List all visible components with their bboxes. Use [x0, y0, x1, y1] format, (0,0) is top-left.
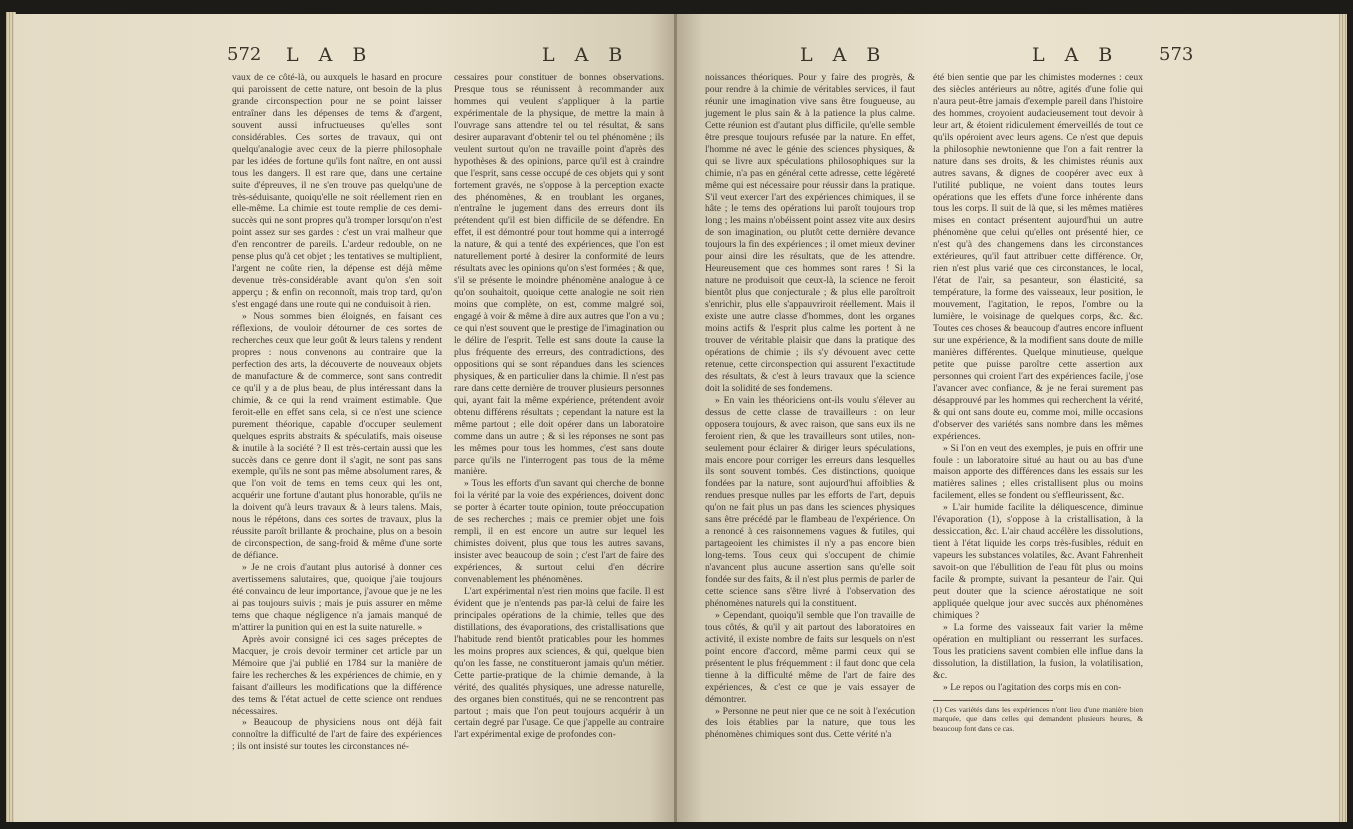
- paragraph: » Je ne crois d'autant plus autorisé à donner ces avertissemens salutaires, que, quoique j'aie toujours été convaincu de leur importance, j'avoue que je ne les ai pas toujours suivis ; mais je puis assurer en même tems que chaque négligence n'a jamais manqué de m'attirer la punition qui en est la suite naturelle. »: [232, 562, 442, 633]
- paragraph: » Le repos ou l'agitation des corps mis en con-: [943, 681, 1122, 693]
- right-page-header: [677, 44, 1339, 70]
- running-head: L A B: [286, 44, 374, 66]
- paragraph: noissances théoriques. Pour y faire des progrès, & pour rendre à la chimie de véritables services, il faut réunir une imagination vive sans être fougueuse, au jugement le plus sain & à la patience la plus calme. Cette réunion est d'autant plus difficile, qu'elle semble être presque toujours refusée par la nature. En effet, l'homme né avec le génie des sciences physiques, & qui se livre aux spéculations philosophiques sur la chimie, n'a pas en général cette adresse, cette légèreté même qui est nécessaire pour réussir dans la pratique. S'il veut exercer l'art des expériences chimiques, il se hâte ; le tems des opérations lui paroît toujours trop long ; les mains n'obéissent point assez vite aux desirs de son imagination, ou plutôt cette dernière devance toujours la fin des expériences ; il omet mieux deviner pour ainsi dire les résultats, que de les attendre. Heureusement que ces hommes sont rares ! Si la nature ne produisoit que ceux-là, la science ne feroit bientôt plus que conjecturale ; & plus elle paroîtroit s'enrichir, plus elle s'appauvriroit réellement. Mais il existe une autre classe d'hommes, dont les organes moins actifs & l'esprit plus calme les portent à ne trouver de véritable plaisir que dans la pratique des opérations de chimie ; ils s'y dévouent avec cette retenue, cette circonspection qui assurent l'exactitude des résultats, & c'est à leurs travaux que la science doit la solidité de ses fondemens.: [705, 72, 915, 394]
- running-head: L A B: [800, 44, 888, 66]
- text-column: [232, 72, 442, 753]
- paragraph: » Tous les efforts d'un savant qui cherche de bonne foi la vérité par la voie des expériences, doivent donc se porter à écarter toute opinion, toute préoccupation de ses recherches ; mais ce premier objet une fois rempli, il en est encore un autre sur lequel les chimistes doivent, plus que tous les autres savans, insister avec beaucoup de soin ; c'est l'art de faire des expériences, & surtout celui d'en décrire convenablement les phénomènes.: [454, 478, 664, 586]
- running-head: L A B: [1032, 44, 1120, 66]
- paragraph: » La forme des vaisseaux fait varier la même opération en multipliant ou resserrant les surfaces. Tous les praticiens savent combien elle influe dans la dissolution, la distillation, la fusion, la volatilisation, &c.: [933, 621, 1143, 681]
- page-number: 572: [227, 44, 262, 65]
- paragraph: » L'air humide facilite la déliquescence, diminue l'évaporation (1), s'oppose à la cristallisation, à la dessiccation, &c. L'air chaud accélère les dissolutions, tient à l'état liquide les corps très-fusibles, réduit en vapeurs les substances volatiles, &c. Avant Fahrenheit savoit-on que l'ébullition de l'eau fût plus ou moins facile & prompte, suivant la pesanteur de l'air. Qui peut douter que la science aérostatique ne soit appliquée quelque jour avec succès aux phénomènes chimiques ?: [933, 502, 1143, 621]
- paragraph: » Nous sommes bien éloignés, en faisant ces réflexions, de vouloir détourner de ces sortes de recherches ceux que leur goût & leurs talens y rendent propres : nous convenons au contraire que la perfection des arts, la découverte de nouveaux objets de manufacture & de commerce, sont sans contredit ce qu'il y a de plus beau, de plus intéressant dans la chimie, & ce qui la rend vraiment estimable. Que feroit-elle en effet sans cela, si ce n'est une science purement théorique, capable d'occuper seulement quelques esprits abstraits & spéculatifs, mais oiseuse & inutile à la société ? Il est très-certain aussi que les succès dans ce genre dont il s'agit, ne sont pas sans exemple, qu'ils ne sont pas même absolument rares, & que l'on voit de tems en tems ceux qui les ont, acquérir une fortune d'autant plus honorable, qu'ils ne la doivent qu'à leurs travaux & à leurs talens. Mais, nous le répétons, dans ces sortes de travaux, plus la réussite paroît brillante & prochaine, plus on a besoin de circonspection, de sang-froid & même d'une sorte de défiance.: [232, 311, 442, 562]
- text-column: [454, 72, 664, 741]
- paragraph: » Si l'on en veut des exemples, je puis en offrir une foule : un laboratoire situé au haut ou au bas d'une maison apporte des différences dans les essais sur les matières salines ; elles cristallisent plus ou moins facilement, elles se fondent ou s'effleurissent, &c.: [933, 442, 1143, 502]
- paragraph: cessaires pour constituer de bonnes observations. Presque tous se réunissent à recommander aux hommes qui veulent s'appliquer à la partie expérimentale de la physique, de mettre la main à l'ouvrage sans attendre tel ou tel résultat, & sans desirer auparavant d'obtenir tel ou tel phénomène ; ils veulent surtout qu'on ne travaille point d'après des hypothèses & des opinions, parce qu'il est à craindre que l'esprit, sans cesse occupé de ces objets qui y sont fortement gravés, ne s'oppose à la perception exacte des phénomènes, & en troublant les organes, n'entraîne le jugement dans des erreurs dont ils prétendent qu'il est bien difficile de se défendre. En effet, il est démontré pour tout homme qui a interrogé la nature, & qui a tenté des expériences, que l'on est naturellement porté à desirer la conformité de leurs résultats avec les opinions qu'on s'est formées ; & que, s'il se présente le moindre phénomène analogue à ce qu'on souhaitoit, quoique cette analogie ne soit rien moins que complète, on est, comme malgré soi, engagé à voir & même à dire aux autres que l'on a vu ; ce qui n'est souvent que le prestige de l'imagination ou le délire de l'esprit. Telle est sans doute la cause la plus fréquente des erreurs, des contradictions, des oppositions qui se sont répandues dans les sciences physiques, & en particulier dans la chimie. Il n'est pas rare dans cette dernière de trouver plusieurs personnes qui, ayant fait la même expérience, prétendent avoir obtenu différens résultats ; cependant la nature est la même partout ; elle doit opérer dans un laboratoire comme dans un autre ; & si les réponses ne sont pas les mêmes pour tous les hommes, c'est sans doute parce qu'ils ne l'interrogent pas tous de la même manière.: [454, 72, 664, 478]
- paragraph: » Personne ne peut nier que ce ne soit à l'exécution des lois établies par la nature, que tous les phénomènes chimiques sont dus. Cette vérité n'a: [705, 705, 915, 741]
- text-column: [933, 72, 1143, 733]
- left-page-header: [14, 44, 676, 70]
- page-number: 573: [1159, 44, 1194, 65]
- text-column: [705, 72, 915, 741]
- paragraph: L'art expérimental n'est rien moins que facile. Il est évident que je n'entends pas par-là celui de faire les principales opérations de la chimie, telles que des distillations, des évaporations, des cristallisations que l'habitude rend bientôt praticables pour les hommes les moins propres aux sciences, & qui, quelque bien qu'on les fasse, ne constitueront jamais qu'un métier. Cette partie-pratique de la chimie demande, à la vérité, des qualités physiques, une adresse naturelle, des organes bien constitués, qui ne se rencontrent pas partout ; mais que l'on peut toujours acquérir à un certain degré par l'usage. Ce que j'appelle au contraire l'art expérimental exige de profondes con-: [454, 585, 664, 741]
- footnote: (1) Ces variétés dans les expériences n'ont lieu d'une manière bien marquée, que dans celles qui demandent plusieurs heures, & beaucoup font dans ce cas.: [933, 704, 1143, 733]
- paragraph: » En vain les théoriciens ont-ils voulu s'élever au dessus de cette classe de travailleurs : on leur opposera toujours, & avec raison, que sans eux ils ne feroient rien, & que les travailleurs sont utiles, non-seulement pour éclairer & diriger leurs spéculations, mais encore pour corriger les erreurs dans lesquelles ils sont souvent tombés. Ces distinctions, quoique fondées par la nature, sont aujourd'hui affoiblies & rendues presque nulles par les efforts de l'art, depuis qu'on ne fait plus un pas dans les sciences physiques sans être précédé par le flambeau de l'expérience. On a renoncé à ces raisonnemens vagues & futiles, qui partageoient les chimistes il n'y a pas encore bien long-tems. Tous ceux qui s'occupent de chimie n'avancent plus aucune assertion sans qu'elle soit fondée sur des faits, & il n'est plus permis de parler de cette science sans s'être livré à l'observation des phénomènes naturels qui la constituent.: [705, 394, 915, 609]
- paragraph: » Cependant, quoiqu'il semble que l'on travaille de tous côtés, & qu'il y ait partout des laboratoires en activité, il existe nombre de faits sur lesquels on n'est point encore d'accord, même parmi ceux qui se présentent le plus fréquemment : il faut donc que cela tienne à la difficulté même de l'art de faire des expériences, & c'est ce que je vais essayer de démontrer.: [705, 609, 915, 705]
- paragraph: » Beaucoup de physiciens nous ont déjà fait connoître la difficulté de l'art de faire des expériences ; ils ont insisté sur toutes les circonstances né-: [232, 717, 442, 753]
- footnote-rule: [933, 700, 1053, 701]
- running-head: L A B: [542, 44, 630, 66]
- left-page: [14, 14, 676, 822]
- paragraph: vaux de ce côté-là, ou auxquels le hasard en procure qui paroissent de cette nature, ont besoin de la plus grande circonspection pour ne se point laisser entraîner dans les dépenses de tems & d'argent, souvent aussi infructueuses qu'elles sont considérables. Ces sortes de travaux, qui ont quelqu'analogie avec ceux de la pierre philosophale par les idées de fortune qu'ils font naître, en ont aussi tous les dangers. Il est rare que, dans une certaine suite d'épreuves, il ne s'en trouve pas quelqu'une de très-séduisante, quoiqu'elle ne soit réellement rien en elle-même. La chimie est toute remplie de ces demi-succès qui ne sont propres qu'à tromper lorsqu'on n'est point assez sur ses gardes : c'est un vrai malheur que d'en rencontrer de pareils. L'ardeur redouble, on ne pense plus qu'à cet objet ; les tentatives se multiplient, l'argent ne coûte rien, la dépense est déjà même devenue très-considérable avant qu'on s'en soit apperçu ; & enfin on reconnoît, mais trop tard, qu'on s'est engagé dans une route qui ne conduisoit à rien.: [232, 72, 442, 311]
- paragraph: été bien sentie que par les chimistes modernes : ceux des siècles antérieurs au nôtre, agités d'une folie qui n'aura peut-être jamais d'exemple pareil dans l'histoire des hommes, croyoient audacieusement tout devoir à leur art, & étoient ridiculement émerveillés de tout ce qu'ils opéroient avec leurs agens. Ce n'est que depuis la philosophie newtonienne que l'on a fait rentrer la nature dans ses droits, & les chimistes réunis aux autres savans, & dignes de coopérer avec eux à l'utilité publique, ne voient dans toutes leurs opérations que les effets d'une force inhérente dans tous les corps. Il suit de là que, si les mêmes matières mises en contact présentent aujourd'hui un autre phénomène que celui qu'elles ont présenté hier, ce n'est qu'à des changemens dans les circonstances extérieures, qu'il faut attribuer cette différence. Or, rien n'est plus varié que ces circonstances, le local, l'état de l'air, sa pesanteur, son élasticité, sa température, la forme des vaisseaux, leur position, le mouvement, l'agitation, le repos, l'ombre ou la lumière, le voisinage de quelques corps, &c. &c. Toutes ces choses & beaucoup d'autres encore influent sur une expérience, & la modifient sans doute de mille manières différentes. Quelque minutieuse, quelque petite que puisse paroître cette assertion aux personnes qui croient l'art des expériences facile, j'ose l'avancer avec confiance, & je ne ferai surement pas désapprouvé par les hommes qui recherchent la vérité, & qui ont sans doute eu, comme moi, mille occasions d'observer des variétés sans nombre dans les mêmes expériences.: [933, 72, 1143, 442]
- right-page: [677, 14, 1339, 822]
- paragraph: Après avoir consigné ici ces sages préceptes de Macquer, je crois devoir terminer cet article par un Mémoire que j'ai publié en 1784 sur la manière de faire les recherches & les expériences de chimie, en y faisant d'ailleurs les modifications que la différence des tems & l'état actuel de cette science ont rendues nécessaires.: [232, 633, 442, 717]
